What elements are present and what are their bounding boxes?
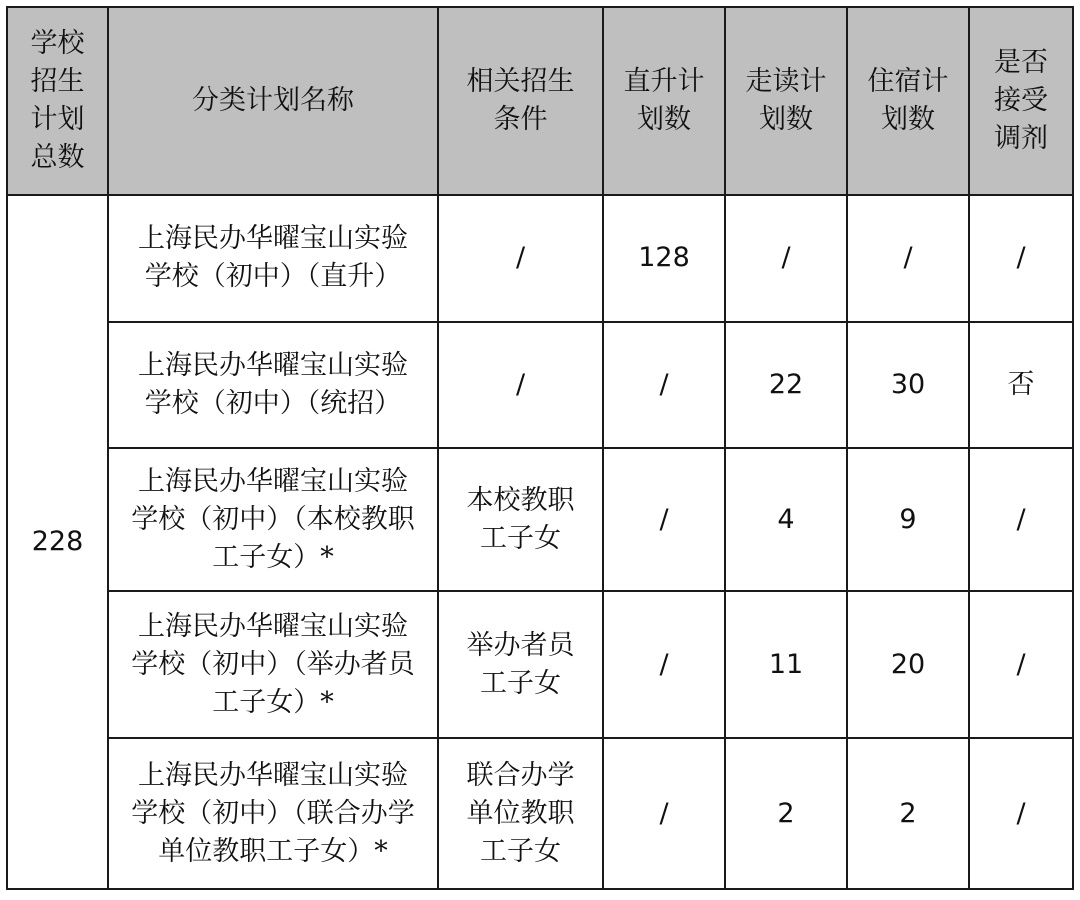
header-direct-plan: 直升计划数	[603, 7, 725, 195]
adjust-cell: /	[969, 195, 1073, 322]
header-condition: 相关招生条件	[438, 7, 603, 195]
direct-cell: /	[603, 448, 725, 591]
condition-cell: 联合办学单位教职工子女	[438, 738, 603, 889]
table-row	[7, 591, 1073, 738]
adjust-cell: /	[969, 448, 1073, 591]
boarding-cell: 30	[847, 322, 969, 449]
direct-cell: /	[603, 322, 725, 449]
header-plan-name: 分类计划名称	[108, 7, 438, 195]
day-cell: 4	[725, 448, 847, 591]
table-row	[7, 322, 1073, 449]
plan-name-cell: 上海民办华曜宝山实验学校（初中）（本校教职工子女）*	[108, 448, 438, 591]
header-day-plan: 走读计划数	[725, 7, 847, 195]
day-cell: 22	[725, 322, 847, 449]
header-total: 学校招生计划总数	[7, 7, 108, 195]
direct-cell: 128	[603, 195, 725, 322]
day-cell: 11	[725, 591, 847, 738]
boarding-cell: /	[847, 195, 969, 322]
total-plan-value: 228	[7, 195, 108, 889]
table-row	[7, 448, 1073, 591]
enrollment-plan-table	[6, 6, 1074, 890]
plan-name-cell: 上海民办华曜宝山实验学校（初中）（联合办学单位教职工子女）*	[108, 738, 438, 889]
condition-cell: 举办者员工子女	[438, 591, 603, 738]
header-boarding-plan: 住宿计划数	[847, 7, 969, 195]
boarding-cell: 2	[847, 738, 969, 889]
adjust-cell: /	[969, 738, 1073, 889]
table-row	[7, 195, 1073, 322]
table-row	[7, 738, 1073, 889]
condition-cell: 本校教职工子女	[438, 448, 603, 591]
day-cell: 2	[725, 738, 847, 889]
boarding-cell: 9	[847, 448, 969, 591]
plan-name-cell: 上海民办华曜宝山实验学校（初中）（统招）	[108, 322, 438, 449]
header-adjust: 是否接受调剂	[969, 7, 1073, 195]
direct-cell: /	[603, 738, 725, 889]
adjust-cell: 否	[969, 322, 1073, 449]
condition-cell: /	[438, 195, 603, 322]
direct-cell: /	[603, 591, 725, 738]
condition-cell: /	[438, 322, 603, 449]
day-cell: /	[725, 195, 847, 322]
boarding-cell: 20	[847, 591, 969, 738]
plan-name-cell: 上海民办华曜宝山实验学校（初中）（直升）	[108, 195, 438, 322]
adjust-cell: /	[969, 591, 1073, 738]
plan-name-cell: 上海民办华曜宝山实验学校（初中）（举办者员工子女）*	[108, 591, 438, 738]
header-row	[7, 7, 1073, 195]
